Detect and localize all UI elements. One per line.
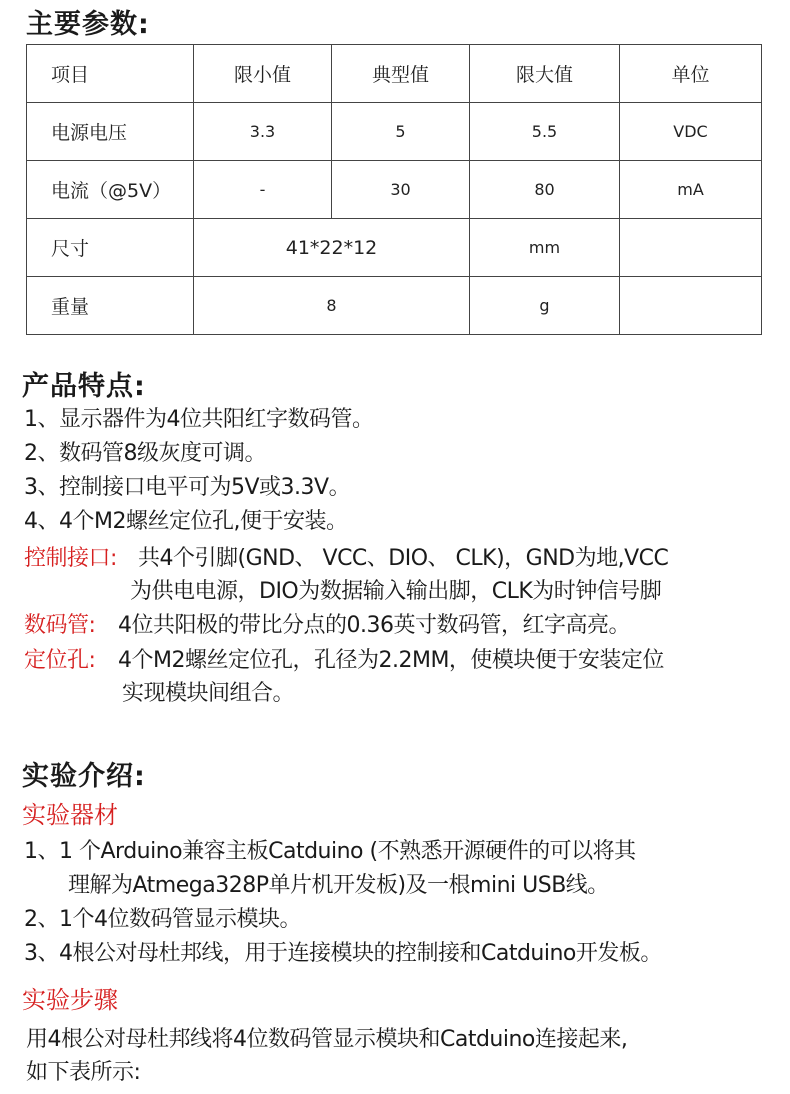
table-cell: - bbox=[194, 161, 332, 219]
table-cell: 电源电压 bbox=[27, 103, 194, 161]
table-cell: mm bbox=[470, 219, 620, 277]
materials-title: 实验器材 bbox=[22, 801, 118, 829]
table-cell: 8 bbox=[194, 277, 470, 335]
table-cell bbox=[620, 219, 762, 277]
header-cell: 限大值 bbox=[470, 45, 620, 103]
detail-text: 4位共阳极的带比分点的0.36英寸数码管，红字高亮。 bbox=[118, 613, 630, 638]
detail-label: 控制接口: bbox=[24, 546, 117, 571]
feature-item: 4、4个M2螺丝定位孔,便于安装。 bbox=[24, 509, 348, 534]
steps-text: 用4根公对母杜邦线将4位数码管显示模块和Catduino连接起来, bbox=[26, 1027, 628, 1052]
header-cell: 单位 bbox=[620, 45, 762, 103]
table-cell: 尺寸 bbox=[27, 219, 194, 277]
detail-text: 4个M2螺丝定位孔，孔径为2.2MM，使模块便于安装定位 bbox=[118, 648, 664, 673]
experiment-title: 实验介绍: bbox=[22, 761, 146, 792]
table-row bbox=[27, 161, 762, 219]
header-cell: 典型值 bbox=[332, 45, 470, 103]
detail-label: 数码管: bbox=[24, 613, 96, 638]
detail-label: 定位孔: bbox=[24, 648, 96, 673]
table-header-row bbox=[27, 45, 762, 103]
material-item: 3、4根公对母杜邦线，用于连接模块的控制接和Catduino开发板。 bbox=[24, 941, 662, 966]
table-cell: VDC bbox=[620, 103, 762, 161]
feature-item: 1、显示器件为4位共阳红字数码管。 bbox=[24, 407, 374, 432]
table-row bbox=[27, 277, 762, 335]
features-title: 产品特点: bbox=[22, 371, 146, 402]
spec-table bbox=[26, 44, 762, 335]
header-cell: 限小值 bbox=[194, 45, 332, 103]
material-item: 2、1个4位数码管显示模块。 bbox=[24, 907, 301, 932]
steps-title: 实验步骤 bbox=[22, 986, 118, 1014]
material-item: 理解为Atmega328P单片机开发板)及一根mini USB线。 bbox=[68, 873, 609, 898]
material-item: 1、1 个Arduino兼容主板Catduino (不熟悉开源硬件的可以将其 bbox=[24, 839, 636, 864]
table-cell: 30 bbox=[332, 161, 470, 219]
detail-text: 实现模块间组合。 bbox=[122, 681, 295, 706]
detail-text: 为供电电源，DIO为数据输入输出脚，CLK为时钟信号脚 bbox=[130, 579, 662, 604]
table-cell: 重量 bbox=[27, 277, 194, 335]
table-cell: g bbox=[470, 277, 620, 335]
table-cell: mA bbox=[620, 161, 762, 219]
detail-text: 共4个引脚(GND、 VCC、DIO、 CLK)，GND为地,VCC bbox=[138, 546, 669, 571]
table-cell: 5.5 bbox=[470, 103, 620, 161]
table-cell bbox=[620, 277, 762, 335]
table-cell: 80 bbox=[470, 161, 620, 219]
feature-item: 2、数码管8级灰度可调。 bbox=[24, 441, 266, 466]
table-cell: 电流（@5V） bbox=[27, 161, 194, 219]
steps-text: 如下表所示: bbox=[26, 1060, 141, 1085]
header-cell: 项目 bbox=[27, 45, 194, 103]
table-cell: 41*22*12 bbox=[194, 219, 470, 277]
table-cell: 3.3 bbox=[194, 103, 332, 161]
table-cell: 5 bbox=[332, 103, 470, 161]
feature-item: 3、控制接口电平可为5V或3.3V。 bbox=[24, 475, 351, 500]
params-title: 主要参数: bbox=[26, 9, 150, 40]
table-row bbox=[27, 219, 762, 277]
table-row bbox=[27, 103, 762, 161]
